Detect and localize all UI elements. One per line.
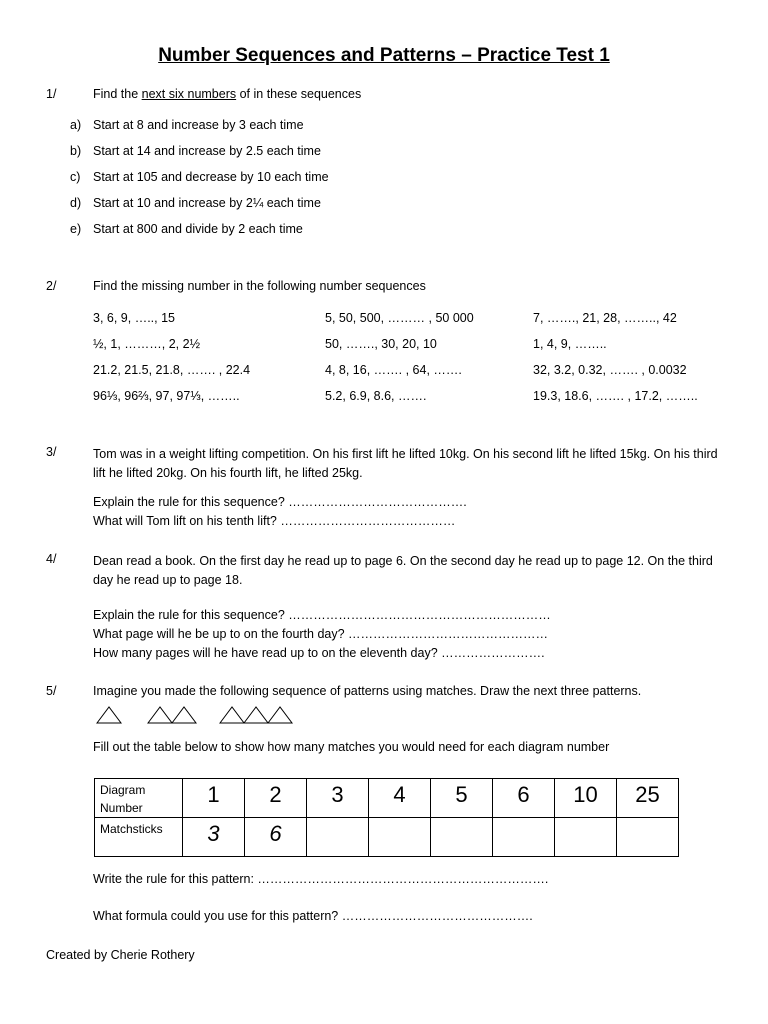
q5-number: 5/ (46, 684, 57, 698)
q4-fourth-day-line: What page will he be up to on the fourth day? ………………………………………… (93, 627, 549, 641)
diagram-number-cell: 1 (183, 779, 245, 818)
footer-credit: Created by Cherie Rothery (46, 948, 195, 962)
q3-paragraph: Tom was in a weight lifting competition. On his first lift he lifted 10kg. On his second lift he lifted 15kg. On his third lift he lifted 20kg. On his fourth lift, he lifted 25kg. (93, 447, 718, 480)
q4-number: 4/ (46, 552, 57, 566)
q5-instruction: Imagine you made the following sequence of patterns using matches. Draw the next three patterns. (93, 684, 642, 698)
matchsticks-cell[interactable] (307, 818, 369, 857)
q1-item-letter: b) (70, 144, 82, 158)
q2-sequence: 4, 8, 16, ……. , 64, ……. (325, 363, 462, 377)
q2-sequence: 50, ……., 30, 20, 10 (325, 337, 437, 351)
q3-number: 3/ (46, 445, 57, 459)
matchsticks-header: Matchsticks (95, 818, 183, 857)
matchstick-pattern-3 (219, 705, 299, 725)
q2-instruction: Find the missing number in the following number sequences (93, 279, 426, 293)
q2-sequence: 96⅓, 96⅔, 97, 97⅓, …….. (93, 389, 240, 403)
q1-item-letter: c) (70, 170, 81, 184)
q4-paragraph: Dean read a book. On the first day he read up to page 6. On the second day he read up to page 12. On the third day he read up to page 18. (93, 554, 713, 587)
q2-number: 2/ (46, 279, 57, 293)
q4-rule-line: Explain the rule for this sequence? ……………………………………………………… (93, 608, 551, 622)
q1-item-text: Start at 800 and divide by 2 each time (93, 222, 303, 236)
table-row (95, 818, 679, 857)
matchsticks-cell[interactable] (555, 818, 617, 857)
diagram-number-header: Diagram Number (95, 779, 183, 818)
q1-item-letter: d) (70, 196, 82, 210)
q1-underlined-text: next six numbers (141, 87, 237, 101)
diagram-number-cell: 5 (431, 779, 493, 818)
diagram-number-cell: 6 (493, 779, 555, 818)
q3-tenth-lift-line: What will Tom lift on his tenth lift? …………………………………… (93, 514, 456, 528)
matchstick-pattern-1 (96, 705, 124, 725)
q1-item-text: Start at 8 and increase by 3 each time (93, 118, 304, 132)
q2-sequence: 32, 3.2, 0.32, ……. , 0.0032 (533, 363, 687, 377)
q1-instruction: Find the next six numbers of in these sequences (93, 87, 362, 101)
q1-item-letter: e) (70, 222, 82, 236)
q2-sequence: 5.2, 6.9, 8.6, ……. (325, 389, 427, 403)
matchsticks-cell[interactable]: 3 (183, 818, 245, 857)
diagram-number-cell: 10 (555, 779, 617, 818)
q1-item-text: Start at 14 and increase by 2.5 each time (93, 144, 321, 158)
matchsticks-table (94, 778, 679, 857)
diagram-number-cell: 25 (617, 779, 679, 818)
q5-rule-line: Write the rule for this pattern: ……………………………………………………………. (93, 872, 549, 886)
diagram-number-cell: 3 (307, 779, 369, 818)
q2-sequence: ½, 1, ………, 2, 2½ (93, 337, 200, 351)
matchsticks-cell[interactable]: 6 (245, 818, 307, 857)
q2-sequence: 21.2, 21.5, 21.8, ……. , 22.4 (93, 363, 251, 377)
table-row (95, 779, 679, 818)
q2-sequence: 5, 50, 500, ……… , 50 000 (325, 311, 474, 325)
diagram-number-cell: 2 (245, 779, 307, 818)
q2-sequence: 1, 4, 9, …….. (533, 337, 607, 351)
q2-sequence: 3, 6, 9, ….., 15 (93, 311, 175, 325)
matchsticks-cell[interactable] (493, 818, 555, 857)
q1-item-text: Start at 105 and decrease by 10 each time (93, 170, 329, 184)
q1-item-letter: a) (70, 118, 82, 132)
q5-table-intro: Fill out the table below to show how many matches you would need for each diagram number (93, 740, 610, 754)
q3-rule-line: Explain the rule for this sequence? ……………………………………. (93, 495, 467, 509)
matchsticks-cell[interactable] (617, 818, 679, 857)
q5-formula-line: What formula could you use for this pattern? ………………………………………. (93, 909, 533, 923)
matchsticks-cell[interactable] (431, 818, 493, 857)
q2-sequence: 7, ……., 21, 28, …….., 42 (533, 311, 677, 325)
page-title: Number Sequences and Patterns – Practice Test 1 (158, 45, 610, 66)
q4-eleventh-day-line: How many pages will he have read up to on the eleventh day? ……………………. (93, 646, 545, 660)
q1-number: 1/ (46, 87, 57, 101)
matchsticks-cell[interactable] (369, 818, 431, 857)
q2-sequence: 19.3, 18.6, ……. , 17.2, …….. (533, 389, 698, 403)
matchstick-pattern-2 (147, 705, 201, 725)
diagram-number-cell: 4 (369, 779, 431, 818)
q1-item-text: Start at 10 and increase by 2¼ each time (93, 196, 321, 210)
